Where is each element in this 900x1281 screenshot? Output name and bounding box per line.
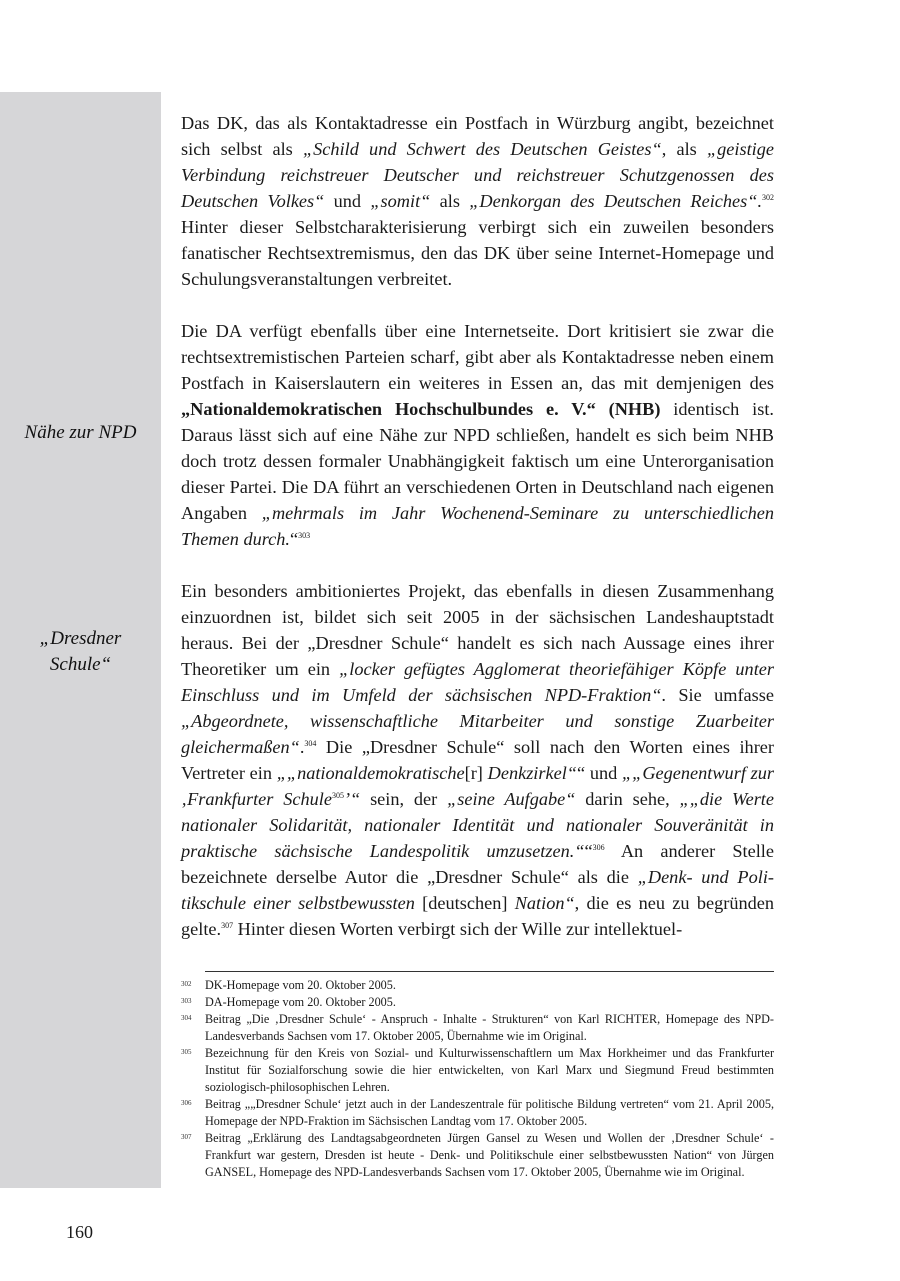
text-run: sein, der <box>360 789 448 809</box>
italic-quote: ’“ <box>343 789 361 809</box>
footnote-number: 305 <box>181 1048 192 1056</box>
italic-quote: „seine Aufgabe“ <box>447 789 576 809</box>
text-run: Die „Dresdner Schule“ soll nach den Worten eines ihrer Vertreter ein <box>181 737 774 783</box>
footnote-text: Beitrag „„Dresdner Schule‘ jetzt auch in der Landeszentrale für politische Bildung vertreten“ vom 21. April 2005, Homepage der NPD-Fraktion im Sächsischen Landtag vom 17. Oktober 2005. <box>205 1097 774 1128</box>
side-note-line-1: „Dresdner <box>39 628 122 649</box>
page-number: 160 <box>66 1222 93 1242</box>
footnote <box>181 977 774 994</box>
text-run: , die es neu zu begründen gelte. <box>181 893 774 939</box>
italic-quote: „Denk- und Politikschule einer selbstbewussten <box>181 867 774 913</box>
footnote-number: 307 <box>181 1133 192 1141</box>
text-run: und <box>324 191 371 211</box>
text-run: als <box>430 191 470 211</box>
italic-quote: „mehrmals im Jahr Wochenend-Seminare zu unterschiedlichen Themen durch. <box>181 503 774 549</box>
bold-term: „Nationaldemokratischen Hochschulbundes e. V.“ (NHB) <box>181 399 661 419</box>
footnote-text: DK-Homepage vom 20. Oktober 2005. <box>205 978 396 992</box>
main-text <box>181 110 774 968</box>
text-run: “ und <box>576 763 622 783</box>
footnote-number: 304 <box>181 1014 192 1022</box>
footnote-text: Beitrag „Die ‚Dresdner Schule‘ - Anspruch - Inhalte - Strukturen“ von Karl RICHTER, Homepage des NPD-Landesverbands Sachsen vom 17. Oktober 2005, Übernahme wie im Original. <box>205 1012 774 1043</box>
footnote-text: DA-Homepage vom 20. Oktober 2005. <box>205 995 396 1009</box>
footnote-text: Beitrag „Erklärung des Landtagsabgeordneten Jürgen Gansel zu Wesen und Wollen der ‚Dresdner Schule‘ - Frankfurt war gestern, Dresden ist heute - Denk- und Politikschule einer selbstbewussten Nation“ von Jürgen GANSEL, Homepage des NPD-Landesverbands Sachsen vom 17. Oktober 2005, Übernahme wie im Original. <box>205 1131 774 1179</box>
side-note-line-2: Schule“ <box>49 654 112 675</box>
text-run: . <box>299 737 305 757</box>
paragraph-da <box>181 318 774 552</box>
footnote-ref: 307 <box>221 921 234 930</box>
italic-quote: Denkzirkel“ <box>487 763 577 783</box>
italic-quote: „Schild und Schwert des Deutschen Geistes“ <box>303 139 662 159</box>
footnotes <box>181 977 774 1181</box>
italic-quote: „somit“ <box>370 191 431 211</box>
text-run: . Sie umfasse <box>661 685 774 705</box>
italic-quote: „„nationaldemokratische <box>276 763 465 783</box>
footnote-ref: 304 <box>304 739 317 748</box>
text-run: [r] <box>464 763 488 783</box>
footnote-ref: 302 <box>762 193 775 202</box>
footnote-ref: 303 <box>298 531 311 540</box>
footnote <box>181 1045 774 1096</box>
text-run: An anderer Stelle bezeichnete derselbe Autor die „Dresdner Schule“ als die <box>181 841 774 887</box>
side-note-text: Nähe zur NPD <box>24 422 137 443</box>
italic-quote: Nation“ <box>514 893 575 913</box>
italic-quote: „Denkorgan des Deutschen Reiches“ <box>469 191 758 211</box>
footnote-text: Bezeichnung für den Kreis von Sozial- und Kulturwissenschaftlern um Max Horkheimer und das Frankfurter Institut für Sozialforschung sowie die hier entwickelten, von Karl Marx und Siegmund Freud bestimmten soziologisch-philosophischen Lehren. <box>205 1046 774 1094</box>
footnote <box>181 1130 774 1181</box>
footnote-number: 306 <box>181 1099 192 1107</box>
side-note-naehe-npd <box>0 420 161 446</box>
text-run: “ <box>584 841 593 861</box>
footnote-ref: 306 <box>592 843 605 852</box>
footnote <box>181 994 774 1011</box>
text-run: Ein besonders ambitioniertes Projekt, das ebenfalls in diesen Zusammenhang einzuordnen ist, bildet sich seit 2005 in der sächsischen Landeshauptstadt heraus. Bei der „Dresdner Schule“ handelt es sich nach Aussage eines ihrer Theoretiker um ein <box>181 581 774 679</box>
italic-quote: „locker gefügtes Agglomerat theoriefähiger Köpfe unter Einschluss und im Umfeld der sächsischen NPD-Fraktion“ <box>181 659 774 705</box>
italic-quote: „geistige Verbindung reichstreuer Deutscher und reichstreuer Schutzgenossen des Deutschen Volkes“ <box>181 139 774 211</box>
text-run: “ <box>290 529 299 549</box>
italic-quote: „„die Werte nationaler Solidarität, nationaler Identität und nationaler Souveränität in praktische sächsische Landespolitik umzusetzen.“ <box>181 789 774 861</box>
footnote <box>181 1011 774 1045</box>
side-note-dresdner-schule <box>0 626 161 678</box>
footnote <box>181 1096 774 1130</box>
text-run: [deutschen] <box>414 893 515 913</box>
italic-quote: „„Gegenentwurf zur ‚Frankfurter Schule <box>181 763 774 809</box>
text-run: Hinter dieser Selbstcharakterisierung verbirgt sich ein zuweilen besonders fanatischer Rechtsextremismus, den das DK über seine Internet-Homepage und Schulungsveranstaltungen verbreitet. <box>181 217 774 289</box>
text-run: Das DK, das als Kontaktadresse ein Postfach in Würzburg angibt, bezeichnet sich selbst als <box>181 113 774 159</box>
paragraph-dk <box>181 110 774 292</box>
text-run: identisch ist. Daraus lässt sich auf eine Nähe zur NPD schließen, handelt es sich beim NHB doch trotz dessen formaler Unabhängigkeit faktisch um eine Unterorganisation dieser Partei. Die DA führt an verschiedenen Orten in Deutschland nach eigenen Angaben <box>181 399 774 523</box>
text-run: Hinter diesen Worten verbirgt sich der Wille zur intellektuel- <box>233 919 683 939</box>
text-run: Die DA verfügt ebenfalls über eine Internetseite. Dort kritisiert sie zwar die rechtsextremistischen Parteien scharf, gibt aber als Kontaktadresse neben einem Postfach in Kaiserslautern ein weiteres in Essen an, das mit demjenigen des <box>181 321 774 393</box>
italic-quote: . <box>757 191 763 211</box>
footnote-ref: 305 <box>331 791 344 800</box>
footnote-number: 302 <box>181 980 192 988</box>
footnote-number: 303 <box>181 997 192 1005</box>
italic-quote: „Abgeordnete, wissenschaftliche Mitarbeiter und sonstige Zuarbeiter gleichermaßen“ <box>181 711 774 757</box>
paragraph-dresdner-schule <box>181 578 774 942</box>
text-run: , als <box>661 139 707 159</box>
text-run: darin sehe, <box>575 789 680 809</box>
footnote-separator <box>205 971 774 972</box>
